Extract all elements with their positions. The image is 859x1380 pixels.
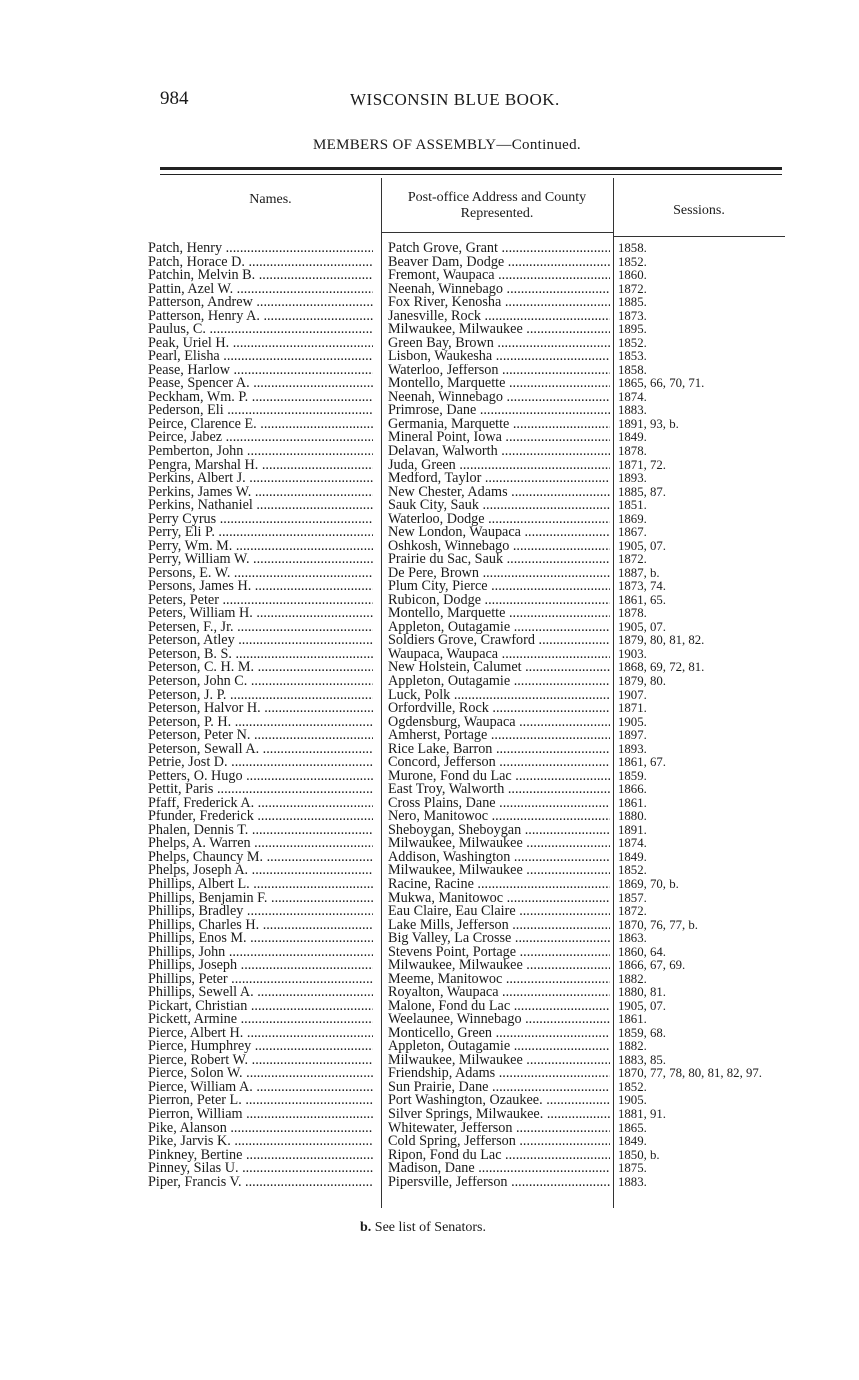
sessions-served: 1852. [618, 255, 647, 269]
table-row [0, 256, 859, 270]
member-name: Pike, Jarvis K. ..... [148, 1135, 373, 1149]
table-row [0, 1027, 859, 1041]
sessions-served: 1861. [618, 1013, 647, 1027]
post-office-address: Cold Spring, Jefferson ..... [388, 1135, 610, 1149]
post-office-address: Rice Lake, Barron ..... [388, 743, 610, 757]
sessions-served: 1873, 74. [618, 580, 666, 594]
sessions-served: 1873. [618, 309, 647, 323]
sessions-served: 1861, 65. [618, 593, 666, 607]
table-row [0, 296, 859, 310]
table-row [0, 283, 859, 297]
member-name: Peterson, C. H. M. ..... [148, 661, 373, 675]
member-name: Phillips, Albert L. ..... [148, 878, 373, 892]
post-office-address: New Holstein, Calumet ..... [388, 661, 610, 675]
post-office-address: Racine, Racine ..... [388, 878, 610, 892]
table-row [0, 580, 859, 594]
post-office-address: Sun Prairie, Dane ..... [388, 1081, 610, 1095]
post-office-address: Oshkosh, Winnebago ..... [388, 540, 610, 554]
sessions-served: 1883, 85. [618, 1053, 666, 1067]
sessions-served: 1849. [618, 431, 647, 445]
table-row [0, 797, 859, 811]
column-header-post-office: Post-office Address and County Represented. [407, 190, 587, 221]
sessions-served: 1905, 07. [618, 539, 666, 553]
table-row [0, 837, 859, 851]
member-name: Peterson, John C. ..... [148, 675, 373, 689]
table-row [0, 1108, 859, 1122]
post-office-address: Fremont, Waupaca ..... [388, 269, 610, 283]
post-office-address: Fox River, Kenosha ..... [388, 296, 610, 310]
member-name: Perry, Eli P. ..... [148, 526, 373, 540]
post-office-address: Madison, Dane ..... [388, 1162, 610, 1176]
member-name: Phelps, Joseph A. ..... [148, 864, 373, 878]
sessions-served: 1885, 87. [618, 485, 666, 499]
table-row [0, 242, 859, 256]
post-office-address: Rubicon, Dodge ..... [388, 594, 610, 608]
table-row [0, 459, 859, 473]
post-office-address: Eau Claire, Eau Claire ..... [388, 905, 610, 919]
post-office-address: Weelaunee, Winnebago ..... [388, 1013, 610, 1027]
sessions-served: 1905, 07. [618, 999, 666, 1013]
member-name: Perkins, Albert J. ..... [148, 472, 373, 486]
post-office-address: Neenah, Winnebago ..... [388, 283, 610, 297]
post-office-address: Malone, Fond du Lac ..... [388, 1000, 610, 1014]
table-row [0, 1067, 859, 1081]
sessions-served: 1851. [618, 499, 647, 513]
member-name: Pierron, Peter L. ..... [148, 1094, 373, 1108]
post-office-address: Montello, Marquette ..... [388, 377, 610, 391]
sessions-served: 1849. [618, 850, 647, 864]
post-office-address: Ogdensburg, Waupaca ..... [388, 716, 610, 730]
member-name: Phillips, Sewell A. ..... [148, 986, 373, 1000]
table-row [0, 716, 859, 730]
sessions-served: 1869. [618, 512, 647, 526]
sessions-served: 1871, 72. [618, 458, 666, 472]
table-row [0, 1094, 859, 1108]
sessions-served: 1869, 70, b. [618, 877, 679, 891]
sessions-served: 1871. [618, 702, 647, 716]
footnote-mark: b. [360, 1220, 372, 1235]
table-row [0, 540, 859, 554]
sessions-served: 1863. [618, 932, 647, 946]
sessions-served: 1883. [618, 1175, 647, 1189]
sessions-served: 1860, 64. [618, 945, 666, 959]
sessions-served: 1903. [618, 647, 647, 661]
member-name: Pemberton, John ..... [148, 445, 373, 459]
post-office-address: New London, Waupaca ..... [388, 526, 610, 540]
member-name: Pierce, William A. ..... [148, 1081, 373, 1095]
table-row [0, 486, 859, 500]
sessions-served: 1861. [618, 796, 647, 810]
member-name: Perkins, Nathaniel ..... [148, 499, 373, 513]
table-row [0, 310, 859, 324]
footnote-text: See list of Senators. [374, 1220, 487, 1235]
table-row [0, 946, 859, 960]
member-name: Peters, Peter ..... [148, 594, 373, 608]
table-row [0, 1000, 859, 1014]
table-row [0, 1135, 859, 1149]
member-name: Phillips, John ..... [148, 946, 373, 960]
member-name: Pierce, Robert W. ..... [148, 1054, 373, 1068]
sessions-served: 1858. [618, 242, 647, 255]
member-name: Peterson, P. H. ..... [148, 716, 373, 730]
table-row [0, 1081, 859, 1095]
post-office-address: Whitewater, Jefferson ..... [388, 1122, 610, 1136]
member-name: Peckham, Wm. P. ..... [148, 391, 373, 405]
table-row [0, 1040, 859, 1054]
table-row [0, 431, 859, 445]
member-name: Pengra, Marshal H. ..... [148, 459, 373, 473]
post-office-address: Monticello, Green ..... [388, 1027, 610, 1041]
member-name: Pearl, Elisha ..... [148, 350, 373, 364]
table-row [0, 323, 859, 337]
table-row [0, 959, 859, 973]
post-office-address: New Chester, Adams ..... [388, 486, 610, 500]
sessions-served: 1905. [618, 715, 647, 729]
member-name: Phillips, Bradley ..... [148, 905, 373, 919]
sessions-served: 1905, 07. [618, 620, 666, 634]
sessions-served: 1860. [618, 269, 647, 283]
post-office-address: Lake Mills, Jefferson ..... [388, 919, 610, 933]
member-name: Pickett, Armine ..... [148, 1013, 373, 1027]
member-name: Phelps, A. Warren ..... [148, 837, 373, 851]
table-row [0, 905, 859, 919]
member-name: Piper, Francis V. ..... [148, 1176, 373, 1190]
table-row [0, 553, 859, 567]
member-name: Phalen, Dennis T. ..... [148, 824, 373, 838]
table-row [0, 729, 859, 743]
table-row [0, 661, 859, 675]
post-office-address: Addison, Washington ..... [388, 851, 610, 865]
sessions-served: 1878. [618, 444, 647, 458]
sessions-served: 1865, 66, 70, 71. [618, 377, 705, 391]
post-office-address: Neenah, Winnebago ..... [388, 391, 610, 405]
table-row [0, 526, 859, 540]
sessions-served: 1861, 67. [618, 756, 666, 770]
header-rule-sessions [613, 236, 785, 237]
sessions-served: 1879, 80. [618, 675, 666, 688]
post-office-address: Mineral Point, Iowa ..... [388, 431, 610, 445]
table-row [0, 621, 859, 635]
sessions-served: 1880, 81. [618, 986, 666, 1000]
member-name: Peterson, B. S. ..... [148, 648, 373, 662]
table-row [0, 648, 859, 662]
sessions-served: 1868, 69, 72, 81. [618, 661, 705, 675]
post-office-address: Lisbon, Waukesha ..... [388, 350, 610, 364]
sessions-served: 1865. [618, 1121, 647, 1135]
member-name: Patterson, Henry A. ..... [148, 310, 373, 324]
table-row [0, 1054, 859, 1068]
sessions-served: 1882. [618, 972, 647, 986]
member-name: Pierce, Solon W. ..... [148, 1067, 373, 1081]
table-row [0, 986, 859, 1000]
table-row [0, 350, 859, 364]
post-office-address: Friendship, Adams ..... [388, 1067, 610, 1081]
table-row [0, 1176, 859, 1190]
sessions-served: 1880. [618, 810, 647, 824]
sessions-served: 1891. [618, 823, 647, 837]
sessions-served: 1885. [618, 296, 647, 310]
table-row [0, 675, 859, 689]
sessions-served: 1858. [618, 363, 647, 377]
table-row [0, 404, 859, 418]
member-name: Petrie, Jost D. ..... [148, 756, 373, 770]
member-name: Pease, Harlow ..... [148, 364, 373, 378]
post-office-address: Prairie du Sac, Sauk ..... [388, 553, 610, 567]
member-name: Phillips, Joseph ..... [148, 959, 373, 973]
table-row [0, 499, 859, 513]
sessions-served: 1857. [618, 891, 647, 905]
table-row [0, 567, 859, 581]
post-office-address: Ripon, Fond du Lac ..... [388, 1149, 610, 1163]
post-office-address: Milwaukee, Milwaukee ..... [388, 323, 610, 337]
post-office-address: Silver Springs, Milwaukee. ..... [388, 1108, 610, 1122]
member-name: Phillips, Benjamin F. ..... [148, 892, 373, 906]
post-office-address: East Troy, Walworth ..... [388, 783, 610, 797]
sessions-served: 1905. [618, 1094, 647, 1108]
footnote [360, 1220, 486, 1236]
post-office-address: Beaver Dam, Dodge ..... [388, 256, 610, 270]
member-name: Peak, Uriel H. ..... [148, 337, 373, 351]
post-office-address: Janesville, Rock ..... [388, 310, 610, 324]
header-rule-post-office [381, 232, 613, 233]
table-row [0, 783, 859, 797]
post-office-address: Plum City, Pierce ..... [388, 580, 610, 594]
table-row [0, 702, 859, 716]
post-office-address: Orfordville, Rock ..... [388, 702, 610, 716]
member-name: Phillips, Charles H. ..... [148, 919, 373, 933]
post-office-address: Luck, Polk ..... [388, 689, 610, 703]
member-name: Pfunder, Frederick ..... [148, 810, 373, 824]
table-row [0, 689, 859, 703]
member-name: Pease, Spencer A. ..... [148, 377, 373, 391]
sessions-served: 1907. [618, 688, 647, 702]
member-name: Pettit, Paris ..... [148, 783, 373, 797]
table-row [0, 1013, 859, 1027]
member-name: Phillips, Enos M. ..... [148, 932, 373, 946]
sessions-served: 1859, 68. [618, 1026, 666, 1040]
sessions-served: 1859. [618, 769, 647, 783]
table-row [0, 810, 859, 824]
post-office-address: Sauk City, Sauk ..... [388, 499, 610, 513]
member-name: Petters, O. Hugo ..... [148, 770, 373, 784]
table-row [0, 634, 859, 648]
top-rule-thin [160, 174, 782, 175]
table-row [0, 472, 859, 486]
post-office-address: Amherst, Portage ..... [388, 729, 610, 743]
table-row [0, 445, 859, 459]
table-row [0, 892, 859, 906]
sessions-served: 1850, b. [618, 1148, 660, 1162]
table-row [0, 364, 859, 378]
member-name: Pike, Alanson ..... [148, 1122, 373, 1136]
sessions-served: 1853. [618, 350, 647, 364]
post-office-address: Waupaca, Waupaca ..... [388, 648, 610, 662]
sessions-served: 1870, 76, 77, b. [618, 918, 698, 932]
sessions-served: 1852. [618, 336, 647, 350]
member-name: Peterson, Atley ..... [148, 634, 373, 648]
table-row [0, 756, 859, 770]
table-row [0, 418, 859, 432]
table-row [0, 377, 859, 391]
member-name: Peters, William H. ..... [148, 607, 373, 621]
table-row [0, 337, 859, 351]
post-office-address: Waterloo, Dodge ..... [388, 513, 610, 527]
table-row [0, 513, 859, 527]
post-office-address: Milwaukee, Milwaukee ..... [388, 837, 610, 851]
member-name: Pederson, Eli ..... [148, 404, 373, 418]
sessions-served: 1874. [618, 390, 647, 404]
top-rule-thick [160, 167, 782, 170]
post-office-address: Murone, Fond du Lac ..... [388, 770, 610, 784]
post-office-address: Juda, Green ..... [388, 459, 610, 473]
member-name: Pierron, William ..... [148, 1108, 373, 1122]
sessions-served: 1867. [618, 526, 647, 540]
member-name: Pinney, Silas U. ..... [148, 1162, 373, 1176]
sessions-served: 1874. [618, 837, 647, 851]
member-name: Phillips, Peter ..... [148, 973, 373, 987]
post-office-address: Germania, Marquette ..... [388, 418, 610, 432]
table-row [0, 919, 859, 933]
post-office-address: Stevens Point, Portage ..... [388, 946, 610, 960]
member-name: Peterson, Peter N. ..... [148, 729, 373, 743]
sessions-served: 1878. [618, 607, 647, 621]
post-office-address: Montello, Marquette ..... [388, 607, 610, 621]
table-row [0, 1162, 859, 1176]
post-office-address: De Pere, Brown ..... [388, 567, 610, 581]
sessions-served: 1895. [618, 323, 647, 337]
page-number: 984 [160, 88, 189, 109]
member-name: Peterson, J. P. ..... [148, 689, 373, 703]
post-office-address: Medford, Taylor ..... [388, 472, 610, 486]
sessions-served: 1881, 91. [618, 1108, 666, 1121]
running-head: WISCONSIN BLUE BOOK. [350, 90, 560, 109]
table-row [0, 864, 859, 878]
post-office-address: Milwaukee, Milwaukee ..... [388, 959, 610, 973]
post-office-address: Appleton, Outagamie ..... [388, 621, 610, 635]
member-name: Pfaff, Frederick A. ..... [148, 797, 373, 811]
column-header-sessions: Sessions. [673, 203, 725, 218]
table-row [0, 973, 859, 987]
table-row [0, 743, 859, 757]
member-name: Perry, Wm. M. ..... [148, 540, 373, 554]
post-office-address: Waterloo, Jefferson ..... [388, 364, 610, 378]
sessions-served: 1897. [618, 729, 647, 743]
table-row [0, 878, 859, 892]
sessions-served: 1893. [618, 742, 647, 756]
post-office-address: Green Bay, Brown ..... [388, 337, 610, 351]
post-office-address: Concord, Jefferson ..... [388, 756, 610, 770]
table-row [0, 391, 859, 405]
post-office-address: Port Washington, Ozaukee. ..... [388, 1094, 610, 1108]
member-name: Patch, Horace D. ..... [148, 256, 373, 270]
column-header-names: Names. [249, 192, 292, 207]
member-name: Patterson, Andrew ..... [148, 296, 373, 310]
table-row [0, 1122, 859, 1136]
member-name: Peirce, Jabez ..... [148, 431, 373, 445]
member-name: Petersen, F., Jr. ..... [148, 621, 373, 635]
table-row [0, 594, 859, 608]
post-office-address: Pipersville, Jefferson ..... [388, 1176, 610, 1190]
member-name: Perkins, James W. ..... [148, 486, 373, 500]
member-name: Paulus, C. ..... [148, 323, 373, 337]
sessions-served: 1882. [618, 1040, 647, 1054]
sessions-served: 1893. [618, 472, 647, 486]
post-office-address: Milwaukee, Milwaukee ..... [388, 864, 610, 878]
member-name: Patchin, Melvin B. ..... [148, 269, 373, 283]
sessions-served: 1875. [618, 1162, 647, 1176]
sessions-served: 1852. [618, 864, 647, 878]
table-row [0, 851, 859, 865]
sessions-served: 1852. [618, 1080, 647, 1094]
member-name: Pinkney, Bertine ..... [148, 1149, 373, 1163]
member-name: Peterson, Sewall A. ..... [148, 743, 373, 757]
post-office-address: Mukwa, Manitowoc ..... [388, 892, 610, 906]
sessions-served: 1849. [618, 1135, 647, 1149]
sessions-served: 1883. [618, 404, 647, 418]
post-office-address: Appleton, Outagamie ..... [388, 675, 610, 689]
sessions-served: 1891, 93, b. [618, 417, 679, 431]
member-name: Peirce, Clarence E. ..... [148, 418, 373, 432]
member-name: Pattin, Azel W. ..... [148, 283, 373, 297]
post-office-address: Meeme, Manitowoc ..... [388, 973, 610, 987]
post-office-address: Primrose, Dane ..... [388, 404, 610, 418]
members-table [0, 242, 859, 1189]
section-title: MEMBERS OF ASSEMBLY—Continued. [313, 137, 581, 153]
post-office-address: Milwaukee, Milwaukee ..... [388, 1054, 610, 1068]
member-name: Pierce, Albert H. ..... [148, 1027, 373, 1041]
post-office-address: Appleton, Outagamie ..... [388, 1040, 610, 1054]
member-name: Pierce, Humphrey ..... [148, 1040, 373, 1054]
sessions-served: 1870, 77, 78, 80, 81, 82, 97. [618, 1067, 762, 1081]
member-name: Pickart, Christian ..... [148, 1000, 373, 1014]
sessions-served: 1879, 80, 81, 82. [618, 634, 705, 648]
member-name: Phelps, Chauncy M. ..... [148, 851, 373, 865]
member-name: Persons, James H. ..... [148, 580, 373, 594]
post-office-address: Cross Plains, Dane ..... [388, 797, 610, 811]
table-row [0, 932, 859, 946]
member-name: Perry, William W. ..... [148, 553, 373, 567]
post-office-address: Sheboygan, Sheboygan ..... [388, 824, 610, 838]
member-name: Perry Cyrus ..... [148, 513, 373, 527]
table-row [0, 1149, 859, 1163]
post-office-address: Royalton, Waupaca ..... [388, 986, 610, 1000]
table-row [0, 824, 859, 838]
member-name: Persons, E. W. ..... [148, 567, 373, 581]
sessions-served: 1872. [618, 553, 647, 567]
sessions-served: 1887, b. [618, 566, 660, 580]
sessions-served: 1872. [618, 282, 647, 296]
member-name: Peterson, Halvor H. ..... [148, 702, 373, 716]
table-row [0, 770, 859, 784]
sessions-served: 1866. [618, 783, 647, 797]
post-office-address: Soldiers Grove, Crawford ..... [388, 634, 610, 648]
table-row [0, 607, 859, 621]
sessions-served: 1866, 67, 69. [618, 959, 686, 973]
post-office-address: Delavan, Walworth ..... [388, 445, 610, 459]
post-office-address: Nero, Manitowoc ..... [388, 810, 610, 824]
table-row [0, 269, 859, 283]
sessions-served: 1872. [618, 905, 647, 919]
post-office-address: Big Valley, La Crosse ..... [388, 932, 610, 946]
post-office-address: Patch Grove, Grant ..... [388, 242, 610, 256]
member-name: Patch, Henry ..... [148, 242, 373, 256]
